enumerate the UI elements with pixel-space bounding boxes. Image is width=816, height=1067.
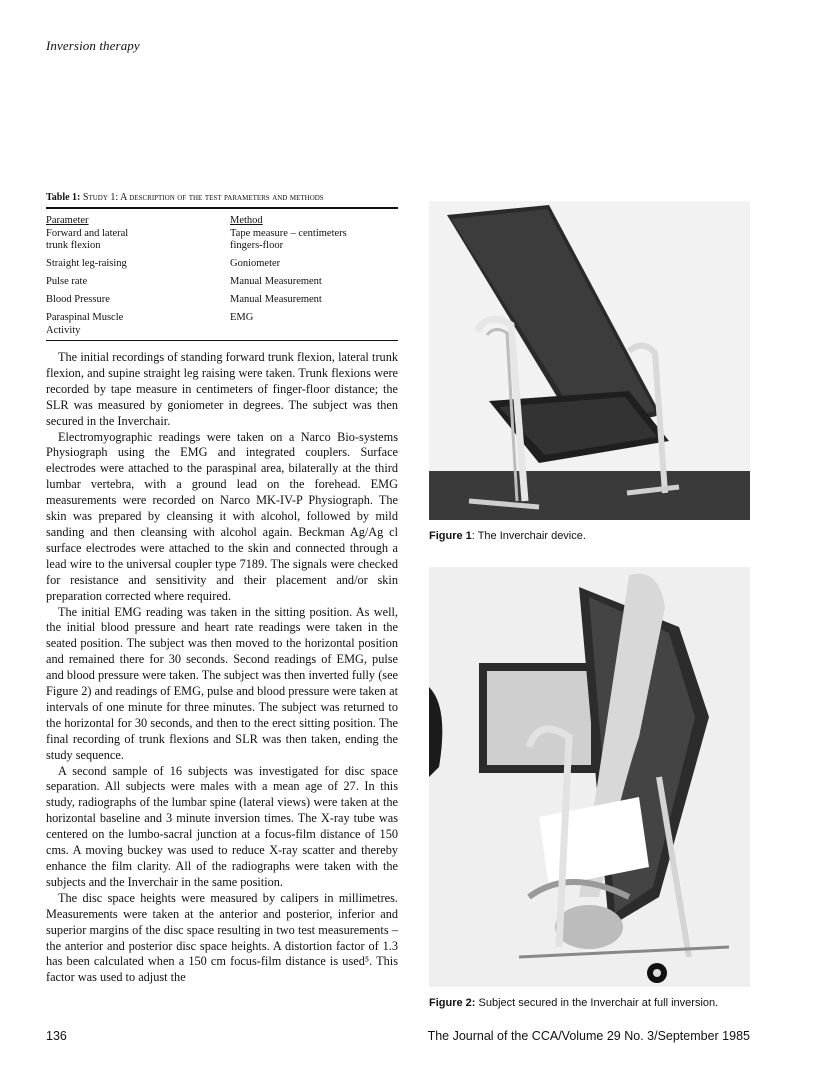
table-row — [46, 312, 398, 337]
table-bottom-rule — [46, 340, 398, 341]
column-header-method: Method — [230, 215, 263, 226]
table-cell-parameter: Straight leg-raising — [46, 258, 127, 269]
table-cell-method: Tape measure – centimeters fingers-floor — [230, 227, 347, 251]
column-header-parameter: Parameter — [46, 215, 89, 226]
body-paragraph: Electromyographic readings were taken on a Narco Bio-systems Physiograph using the EMG and integrated couplers. Surface electrodes were attached to the paraspinal area, bilaterally at the third lumbar vertebra, with a ground lead on the forehead. EMG measurements were recorded on Narco MK-IV-P Physiograph. The skin was prepared by cleansing it with alcohol, followed by mild sanding and then cleansing with alcohol again. Beckman Ag/Ag cl surface electrodes were attached to the skin and connected through a lead wire to the universal coupler type 7189. The signals were checked for resistance and sensitivity and their placement and/or skin preparation corrected where required. — [46, 429, 398, 603]
table-row — [46, 294, 398, 307]
figure-2-caption-text: Subject secured in the Inverchair at full inversion. — [475, 997, 719, 1009]
body-text-column — [46, 350, 398, 986]
table-top-rule — [46, 207, 398, 209]
running-title: Inversion therapy — [46, 38, 140, 53]
inversion-photo-illustration — [429, 567, 750, 987]
figure-1-caption-text: : The Inverchair device. — [471, 530, 586, 542]
figure-2-label: Figure 2: — [429, 997, 476, 1009]
table-row — [46, 228, 398, 253]
figure-2-photo — [429, 567, 750, 987]
table-cell-parameter: Forward and lateral trunk flexion — [46, 227, 129, 251]
table-cell-parameter: Blood Pressure — [46, 294, 110, 305]
page-number: 136 — [46, 1029, 67, 1043]
table-caption-text: Study 1: A description of the test parameters and methods — [82, 192, 324, 203]
figure-2-caption — [429, 997, 718, 1009]
figure-1-photo — [429, 201, 750, 520]
body-paragraph: The disc space heights were measured by calipers in millimetres. Measurements were taken at the anterior and posterior, inferior and superior margins of the disc space resulting in two test measurements – the anterior and posterior disc space heights. A distortion factor of 1.3 has been calculated when a 150 cm focus-film distance is used⁵. This factor was used to adjust the — [46, 890, 398, 985]
table-cell-method: Manual Measurement — [230, 294, 322, 305]
table-cell-parameter: Paraspinal Muscle Activity — [46, 312, 124, 336]
parameters-table — [46, 215, 398, 343]
table-label: Table 1: — [46, 192, 81, 203]
figure-1-caption — [429, 530, 586, 542]
journal-citation: The Journal of the CCA/Volume 29 No. 3/September 1985 — [427, 1029, 750, 1043]
table-header-row — [46, 215, 398, 228]
table-cell-parameter: Pulse rate — [46, 276, 88, 287]
body-paragraph: The initial EMG reading was taken in the sitting position. As well, the initial blood pressure and heart rate readings were taken in the seated position. The subject was then moved to the horizontal position and remained there for 30 seconds. Second readings of EMG, pulse and blood pressure were taken. The subject was then inverted fully (see Figure 2) and readings of EMG, pulse and blood pressure were taken at intervals of one minute for three minutes. The subject was returned to the horizontal for 30 seconds, and then to the erect sitting position. The final recording of trunk flexions and SLR was then taken, ending the study sequence. — [46, 604, 398, 762]
inverchair-photo-illustration — [429, 201, 750, 520]
table-cell-method: Goniometer — [230, 258, 281, 269]
body-paragraph: A second sample of 16 subjects was investigated for disc space separation. All subjects were males with a mean age of 27. In this study, radiographs of the lumbar spine (lateral views) were taken at the horizontal baseline and 3 minute inversion times. The X-ray tube was centered on the lumbo-sacral junction at a focus-film distance of 150 cms. A moving buckey was used to reduce X-ray scatter and thereby enhance the film clarity. All of the radiographs were taken with the subjects and the Inverchair in the same position. — [46, 763, 398, 889]
table-row — [46, 258, 398, 271]
table-cell-method: EMG — [230, 312, 254, 323]
figure-1-label: Figure 1 — [429, 530, 472, 542]
table-row — [46, 276, 398, 289]
table-caption — [46, 192, 398, 203]
table-cell-method: Manual Measurement — [230, 276, 322, 287]
body-paragraph: The initial recordings of standing forward trunk flexion, lateral trunk flexion, and supine straight leg raising were taken. Trunk flexions were recorded by tape measure in centimeters of finger-floor distance; the SLR was measured by goniometer in degrees. The subject was then secured in the Inverchair. — [46, 350, 398, 428]
